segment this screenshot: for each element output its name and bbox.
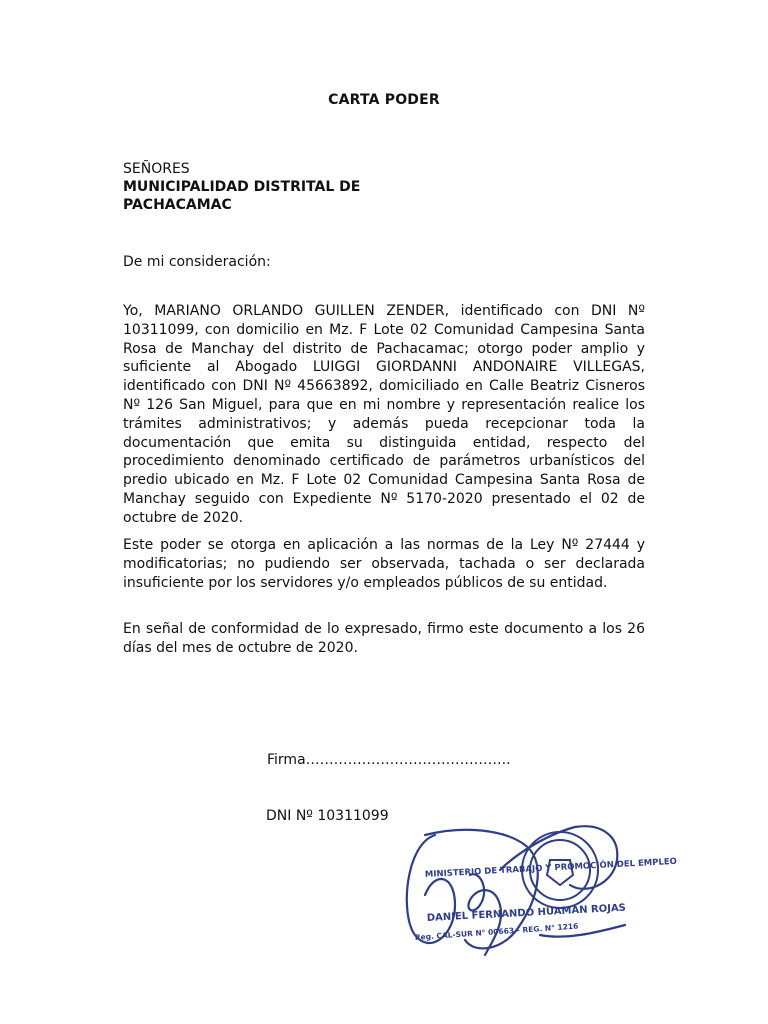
- addressee-line-1: MUNICIPALIDAD DISTRITAL DE: [123, 179, 361, 195]
- svg-text:Reg. CAL-SUR N° 00663 - REG. N: Reg. CAL-SUR N° 00663 - REG. N° 1216: [414, 921, 579, 942]
- body-paragraph-1: Yo, MARIANO ORLANDO GUILLEN ZENDER, identificado con DNI Nº 10311099, con domicilio en Mz. F Lote 02 Comunidad Campesina Santa Rosa de Manchay del distrito de Pachacamac; otorgo poder amplio y suficiente al Abogado LUIGGI GIORDANNI ANDONAIRE VILLEGAS, identificado con DNI Nº 45663892, domiciliado en Calle Beatriz Cisneros Nº 126 San Miguel, para que en mi nombre y representación realice los trámites administrativos; y además pueda recepcionar toda la documentación que emita su distinguida entidad, respecto del procedimiento denominado certificado de parámetros urbanísticos del predio ubicado en Mz. F Lote 02 Comunidad Campesina Santa Rosa de Manchay seguido con Expediente Nº 5170-2020 presentado el 02 de octubre de 2020.: [123, 303, 645, 526]
- addressee-block: [123, 160, 360, 214]
- body-paragraph-3: En señal de conformidad de lo expresado, firmo este documento a los 26 días del mes de octubre de 2020.: [123, 621, 645, 656]
- addressee-salutation: SEÑORES: [123, 161, 190, 177]
- signature-stamp: [395, 815, 678, 965]
- addressee-line-2: PACHACAMAC: [123, 197, 232, 213]
- body-paragraph-2: Este poder se otorga en aplicación a las normas de la Ley Nº 27444 y modificatorias; no pudiendo ser observada, tachada o ser declarada insuficiente por los servidores y/o empleados públicos de su entidad.: [123, 537, 645, 591]
- dni-line: DNI Nº 10311099: [266, 808, 389, 824]
- document-title: CARTA PODER: [328, 92, 440, 108]
- signature-line: Firma……………………………………..: [267, 752, 511, 768]
- svg-text:MINISTERIO DE TRABAJO Y PROMOC: MINISTERIO DE TRABAJO Y PROMOCIÓN DEL EMPLEO: [424, 856, 678, 880]
- svg-text:DANIEL FERNANDO HUAMAN ROJAS: DANIEL FERNANDO HUAMAN ROJAS: [426, 902, 627, 924]
- greeting: De mi consideración:: [123, 254, 271, 270]
